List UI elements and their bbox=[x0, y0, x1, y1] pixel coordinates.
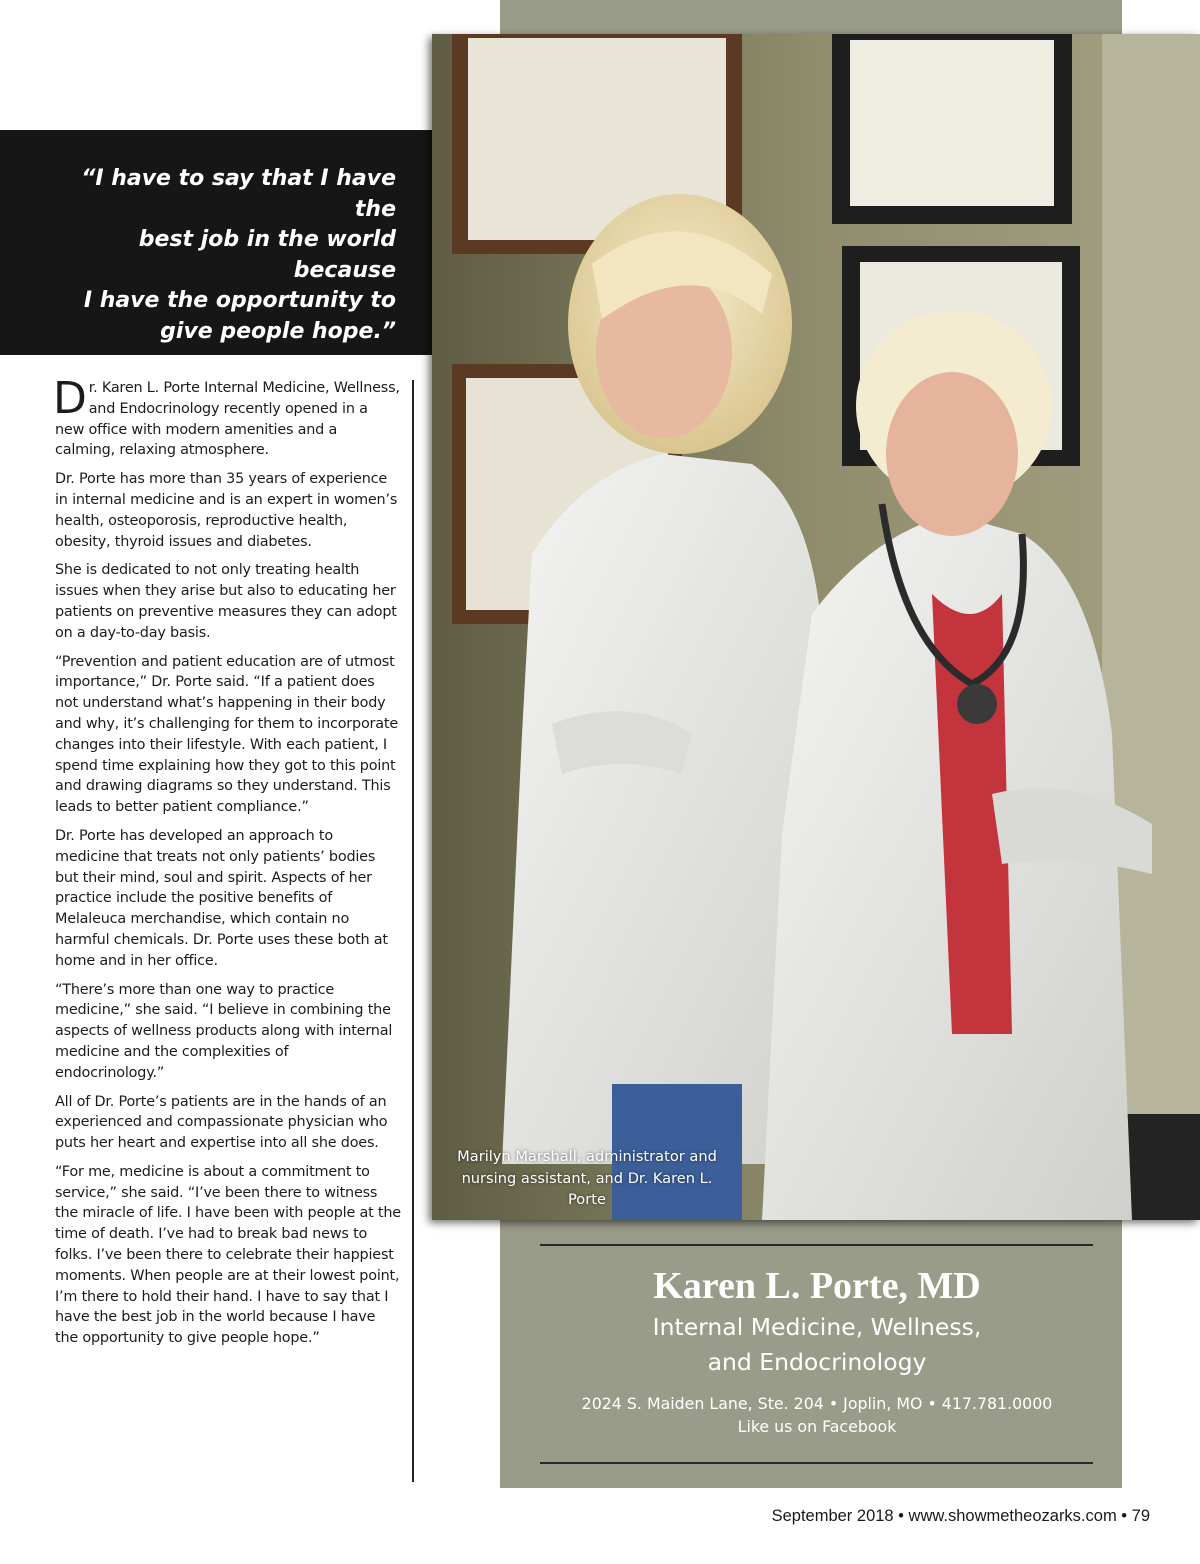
article-paragraph: “For me, medicine is about a commitment to service,” she said. “I’ve been there to witness the miracle of life. I have been with people at the time of death. I’ve had to break bad news to folks. I’ve been there to celebrate their happiest moments. When people are at their lowest point, I’m there to hold their hand. I have to say that I have the best job in the world because I have the opportunity to give people hope.” bbox=[55, 1163, 401, 1347]
article-paragraph: Dr. Porte has more than 35 years of experience in internal medicine and is an expert in women’s health, osteoporosis, reproductive health, obesity, thyroid issues and diabetes. bbox=[55, 471, 398, 550]
pull-quote-attribution: --Karen Porte, MD bbox=[243, 356, 396, 374]
practice-address: 2024 S. Maiden Lane, Ste. 204 • Joplin, MO • 417.781.0000 bbox=[581, 1394, 1053, 1413]
drop-cap: D bbox=[53, 373, 87, 424]
column-divider bbox=[412, 380, 414, 1482]
practice-info bbox=[520, 1262, 1114, 1438]
article-body bbox=[53, 373, 401, 1357]
page-footer: September 2018 • www.showmetheozarks.com • 79 bbox=[771, 1507, 1150, 1525]
practice-name: Karen L. Porte, MD bbox=[653, 1265, 981, 1307]
info-rule-bottom bbox=[540, 1462, 1093, 1464]
practice-specialty: Internal Medicine, Wellness, and Endocrinology bbox=[652, 1313, 982, 1376]
pull-quote-text: “I have to say that I have the best job in the world because I have the opportunity to give people hope.” bbox=[81, 166, 396, 344]
article-paragraph bbox=[53, 373, 401, 461]
info-rule-top bbox=[540, 1244, 1093, 1246]
article-paragraph: All of Dr. Porte’s patients are in the hands of an experienced and compassionate physician who puts her heart and expertise into all she does. bbox=[55, 1093, 388, 1152]
article-paragraph: Dr. Porte has developed an approach to medicine that treats not only patients’ bodies but their mind, soul and spirit. Aspects of her practice include the positive benefits of Melaleuca merchandise, which contain no harmful chemicals. Dr. Porte uses these both at home and in her office. bbox=[55, 827, 388, 969]
article-paragraph: “Prevention and patient education are of utmost importance,” Dr. Porte said. “If a patient does not understand what’s happening in their body and why, it’s challenging for them to incorporate changes into their lifestyle. With each patient, I spend time explaining how they got to this point and drawing diagrams so they understand. This leads to better patient compliance.” bbox=[55, 653, 398, 816]
article-paragraph: “There’s more than one way to practice medicine,” she said. “I believe in combining the aspects of wellness products along with internal medicine and the complexities of endocrinology.” bbox=[55, 981, 393, 1081]
pull-quote bbox=[0, 130, 432, 374]
facebook-link[interactable]: Like us on Facebook bbox=[737, 1417, 897, 1436]
article-first-paragraph: r. Karen L. Porte Internal Medicine, Wellness, and Endocrinology recently opened in a new office with modern amenities and a calming, relaxing atmosphere. bbox=[55, 380, 400, 459]
article-paragraph: She is dedicated to not only treating health issues when they arise but also to educating her patients on preventive measures they can adopt on a day-to-day basis. bbox=[55, 562, 397, 641]
photo-caption: Marilyn Marshall, administrator and nursing assistant, and Dr. Karen L. Porte bbox=[457, 1148, 717, 1208]
portrait-photo bbox=[432, 34, 1200, 1220]
